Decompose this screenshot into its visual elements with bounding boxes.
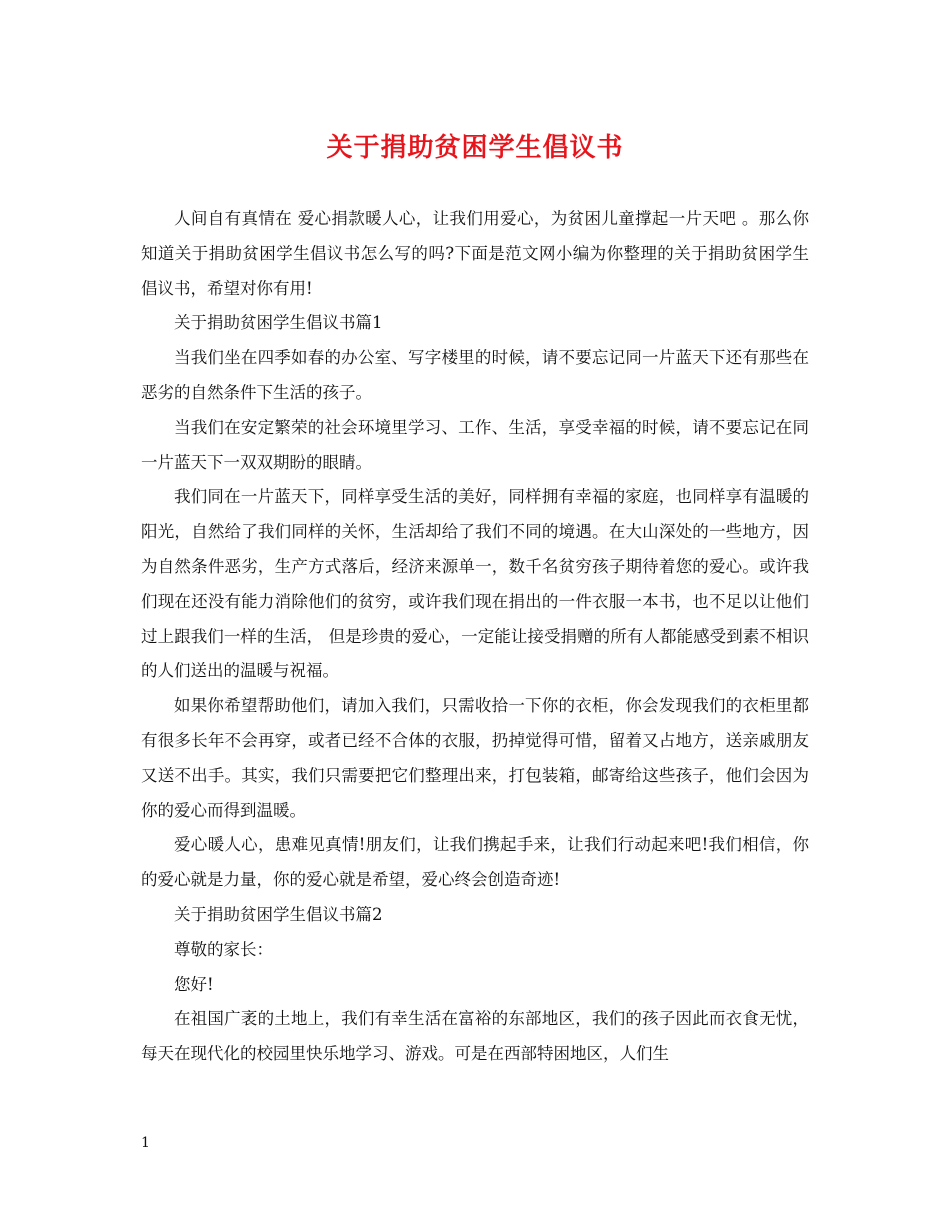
greeting: 您好! [174,974,214,994]
section-heading-1: 关于捐助贫困学生倡议书篇1 [174,313,383,333]
salutation: 尊敬的家长： [174,939,273,959]
paragraph: 在祖国广袤的土地上，我们有幸生活在富裕的东部地区，我们的孩子因此而衣食无忧，每天在现代化的校园里快乐地学习、游戏。可是在西部特困地区，人们生 [141,1009,809,1064]
document-title: 关于捐助贫困学生倡议书 [326,133,624,163]
paragraph: 爱心暖人心，患难见真情!朋友们，让我们携起手来，让我们行动起来吧!我们相信，你的爱心就是力量，你的爱心就是希望，爱心终会创造奇迹! [141,835,809,890]
section-heading-2: 关于捐助贫困学生倡议书篇2 [174,904,383,924]
paragraph: 当我们坐在四季如春的办公室、写字楼里的时候，请不要忘记同一片蓝天下还有那些在恶劣的自然条件下生活的孩子。 [141,348,809,402]
paragraph: 当我们在安定繁荣的社会环境里学习、工作、生活，享受幸福的时候，请不要忘记在同一片蓝天下一双双期盼的眼睛。 [141,417,809,472]
paragraph-intro: 人间自有真情在 爱心捐款暖人心，让我们用爱心，为贫困儿童撑起一片天吧 。那么你知道关于捐助贫困学生倡议书怎么写的吗?下面是范文网小编为你整理的关于捐助贫困学生倡议书，希望对你有用! [141,209,809,298]
paragraph: 我们同在一片蓝天下，同样享受生活的美好，同样拥有幸福的家庭，也同样享有温暖的阳光，自然给了我们同样的关怀，生活却给了我们不同的境遇。在大山深处的一些地方，因为自然条件恶劣，生产方式落后，经济来源单一，数千名贫穷孩子期待着您的爱心。或许我们现在还没有能力消除他们的贫穷，或许我们现在捐出的一件衣服一本书，也不足以让他们过上跟我们一样的生活， 但是珍贵的爱心，一定能让接受捐赠的所有人都能感受到素不相识的人们送出的温暖与祝福。 [141,487,809,681]
document-body [141,202,809,1072]
page-number: 1 [141,1135,150,1151]
paragraph: 如果你希望帮助他们，请加入我们，只需收拾一下你的衣柜，你会发现我们的衣柜里都有很多长年不会再穿，或者已经不合体的衣服，扔掉觉得可惜，留着又占地方，送亲戚朋友又送不出手。其实，我们只需要把它们整理出来，打包装箱，邮寄给这些孩子，他们会因为你的爱心而得到温暖。 [141,696,809,820]
